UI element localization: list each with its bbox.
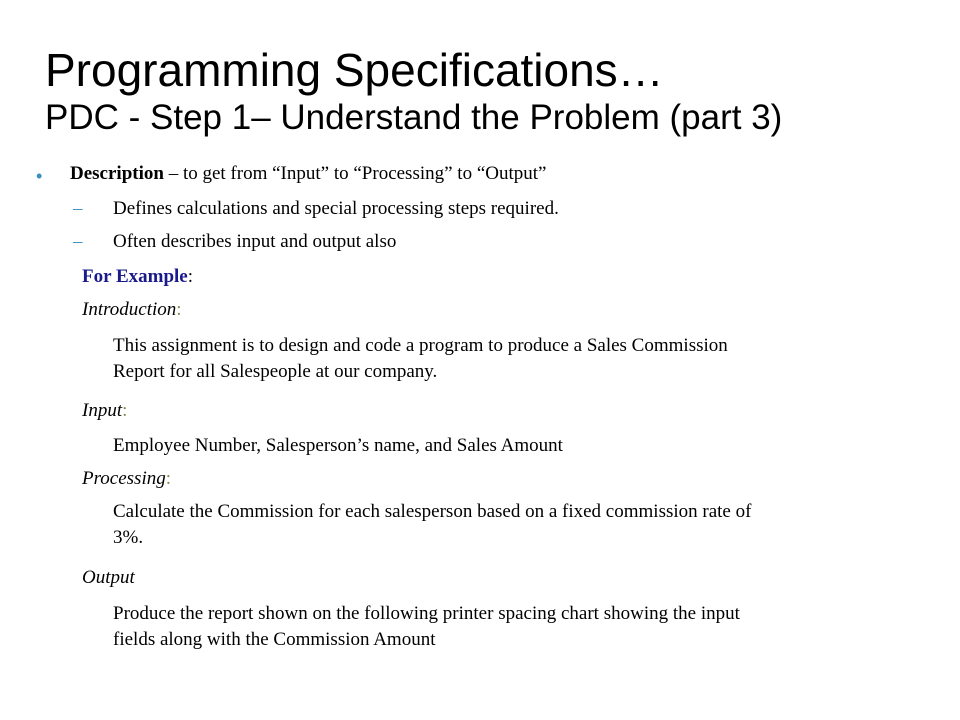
introduction-line-2: Report for all Salespeople at our company. [113, 361, 438, 382]
input-paragraph [113, 433, 563, 459]
output-line-1: Produce the report shown on the following printer spacing chart showing the input [113, 603, 740, 624]
section-heading-input [82, 398, 127, 424]
processing-line-2: 3%. [113, 527, 144, 548]
introduction-colon: : [176, 299, 182, 320]
processing-paragraph [113, 499, 751, 551]
bullet-dot-icon: • [36, 166, 43, 186]
sub-item-1-text: Defines calculations and special processing steps required. [113, 198, 559, 219]
sub-item-2-text: Often describes input and output also [113, 231, 397, 252]
title-line-2-rest: Understand the Problem (part 3) [280, 98, 783, 137]
dash-icon: – [73, 231, 83, 252]
section-heading-processing [82, 466, 171, 492]
dash-icon: – [73, 198, 83, 219]
description-text: – to get from “Input” to “Processing” to “Output” [163, 163, 547, 184]
introduction-paragraph [113, 333, 728, 385]
processing-heading: Processing [82, 468, 166, 489]
processing-colon: : [165, 468, 172, 489]
description-term: Description [70, 163, 164, 184]
description-bullet [70, 161, 546, 187]
processing-line-1: Calculate the Commission for each salesperson based on a fixed commission rate of [113, 501, 752, 522]
title-line-2-prefix: PDC - S [45, 98, 174, 137]
introduction-line-1: This assignment is to design and code a program to produce a Sales Commission [113, 335, 728, 356]
input-heading: Input [82, 400, 123, 421]
slide-title [45, 42, 925, 140]
introduction-heading: Introduction [82, 299, 177, 320]
output-heading: Output [82, 567, 135, 588]
sub-item-2 [73, 229, 396, 255]
output-line-2: fields along with the Commission Amount [113, 629, 436, 650]
title-line-2 [45, 96, 925, 140]
section-heading-introduction [82, 297, 182, 323]
example-label-colon: : [187, 266, 194, 287]
title-line-1: Programming Specifications… [45, 44, 664, 96]
section-heading-output [82, 565, 135, 591]
example-label [82, 264, 193, 290]
input-line-1: Employee Number, Salesperson’s name, and Sales Amount [113, 435, 563, 456]
example-label-text: For Example [82, 266, 188, 287]
output-paragraph [113, 601, 740, 653]
title-line-2-step: tep 1– [173, 98, 281, 137]
input-colon: : [122, 400, 128, 421]
sub-item-1 [73, 196, 559, 222]
